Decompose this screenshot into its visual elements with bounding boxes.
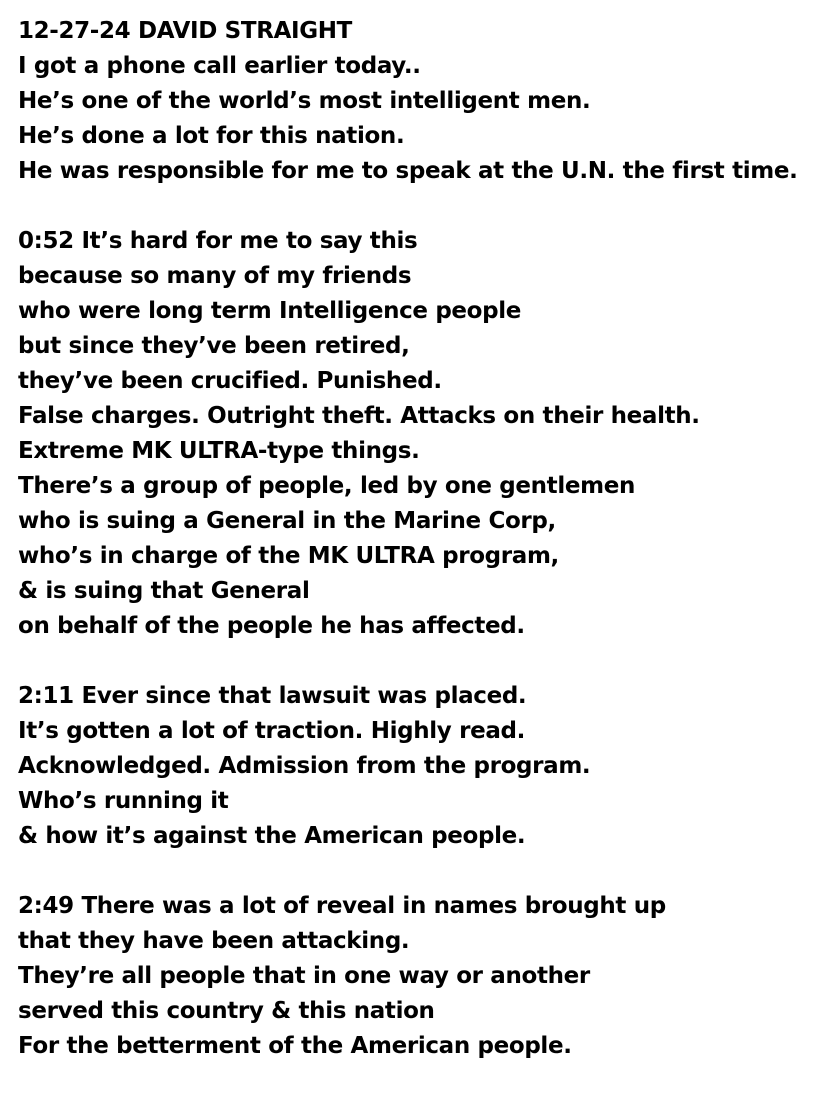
text-line: who’s in charge of the MK ULTRA program, <box>18 543 559 569</box>
text-line: Acknowledged. Admission from the program. <box>18 753 591 779</box>
paragraph-2-11 <box>18 679 834 854</box>
text-line: Extreme MK ULTRA-type things. <box>18 438 420 464</box>
text-line: because so many of my friends <box>18 263 412 289</box>
paragraph-intro <box>18 14 834 189</box>
text-line: 2:11 Ever since that lawsuit was placed. <box>18 683 527 709</box>
text-line: on behalf of the people he has affected. <box>18 613 525 639</box>
text-line: Who’s running it <box>18 788 229 814</box>
text-line: False charges. Outright theft. Attacks on their health. <box>18 403 700 429</box>
text-line: He was responsible for me to speak at the U.N. the first time. <box>18 158 798 184</box>
paragraph-0-52 <box>18 224 834 644</box>
text-line: they’ve been crucified. Punished. <box>18 368 442 394</box>
text-line: He’s done a lot for this nation. <box>18 123 405 149</box>
document-title: 12-27-24 DAVID STRAIGHT <box>18 18 352 44</box>
text-line: who were long term Intelligence people <box>18 298 522 324</box>
text-line: 2:49 There was a lot of reveal in names brought up <box>18 893 666 919</box>
text-line: There’s a group of people, led by one gentlemen <box>18 473 635 499</box>
text-line: & how it’s against the American people. <box>18 823 526 849</box>
text-line: that they have been attacking. <box>18 928 410 954</box>
text-line: He’s one of the world’s most intelligent men. <box>18 88 591 114</box>
text-line: For the betterment of the American people. <box>18 1033 572 1059</box>
text-line: but since they’ve been retired, <box>18 333 410 359</box>
text-line: who is suing a General in the Marine Corp, <box>18 508 556 534</box>
paragraph-2-49 <box>18 889 834 1064</box>
text-line: They’re all people that in one way or another <box>18 963 590 989</box>
text-line: 0:52 It’s hard for me to say this <box>18 228 418 254</box>
text-line: & is suing that General <box>18 578 310 604</box>
text-line: served this country & this nation <box>18 998 435 1024</box>
transcript-document <box>18 14 834 1099</box>
text-line: It’s gotten a lot of traction. Highly read. <box>18 718 526 744</box>
text-line: I got a phone call earlier today.. <box>18 53 421 79</box>
